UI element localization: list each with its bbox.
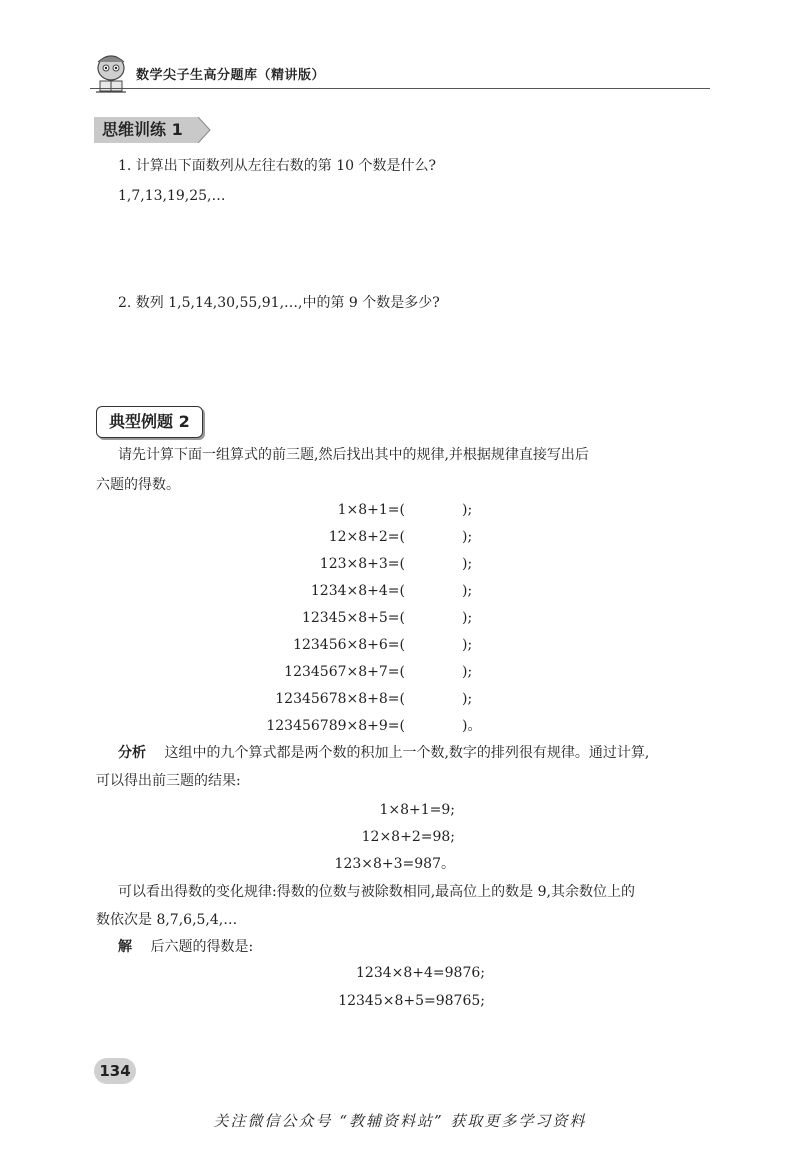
equation-lhs: 12345×8+5=( (301, 610, 405, 626)
equation-lhs: 12×8+2=( (328, 529, 405, 545)
equation-row (0, 716, 800, 736)
equation-row (0, 500, 800, 520)
equation-rhs: ); (462, 664, 473, 680)
solution-text: 后六题的得数是: (150, 939, 254, 955)
analysis-line-1 (118, 743, 649, 763)
solution-label: 解 (118, 939, 132, 955)
analysis-line-3: 可以看出得数的变化规律:得数的位数与被除数相同,最高位上的数是 9,其余数位上的 (118, 884, 635, 900)
equation-rhs: ); (462, 691, 473, 707)
training-question-1-sequence: 1,7,13,19,25,… (118, 188, 226, 204)
analysis-label: 分析 (118, 745, 146, 761)
analysis-text: 这组中的九个算式都是两个数的积加上一个数,数字的排列很有规律。通过计算, (164, 745, 650, 761)
equation-row (0, 554, 800, 574)
equation-rhs: ); (462, 637, 473, 653)
equation-lhs: 123456789×8+9=( (266, 718, 405, 734)
solution-result (0, 963, 800, 983)
solution-line (118, 937, 253, 957)
training-question-2: 2. 数列 1,5,14,30,55,91,…,中的第 9 个数是多少? (118, 295, 440, 311)
analysis-result (0, 854, 800, 874)
analysis-result (0, 827, 800, 847)
training-question-1: 1. 计算出下面数列从左往右数的第 10 个数是什么? (118, 158, 437, 174)
equation-rhs: ); (462, 502, 473, 518)
example-prompt-line-2: 六题的得数。 (96, 477, 180, 493)
equation-rhs: ); (462, 556, 473, 572)
analysis-result-text: 123×8+3=987。 (334, 856, 455, 872)
footer-watermark-text: 关注微信公众号 “教辅资料站” 获取更多学习资料 (213, 1112, 587, 1130)
solution-result-text: 12345×8+5=98765; (338, 993, 485, 1009)
tab-arrow-icon (190, 117, 212, 143)
analysis-result-text: 1×8+1=9; (379, 802, 455, 818)
equation-lhs: 123456×8+6=( (293, 637, 405, 653)
book-title: 数学尖子生高分题库（精讲版） (136, 68, 326, 83)
header-divider (90, 88, 710, 89)
equation-rhs: ); (462, 583, 473, 599)
equation-row (0, 689, 800, 709)
equation-row (0, 608, 800, 628)
equation-rhs: ); (462, 529, 473, 545)
analysis-line-4: 数依次是 8,7,6,5,4,… (96, 912, 238, 928)
page-number: 134 (94, 1058, 136, 1084)
analysis-result (0, 800, 800, 820)
training-tab-label: 思维训练 1 (94, 117, 193, 143)
solution-result-text: 1234×8+4=9876; (356, 965, 485, 981)
equation-row (0, 635, 800, 655)
equation-rhs: ); (462, 610, 473, 626)
equation-lhs: 12345678×8+8=( (275, 691, 405, 707)
equation-row (0, 662, 800, 682)
example-prompt-line-1: 请先计算下面一组算式的前三题,然后找出其中的规律,并根据规律直接写出后 (118, 447, 589, 463)
analysis-line-2: 可以得出前三题的结果: (96, 773, 241, 789)
equation-lhs: 1×8+1=( (337, 502, 405, 518)
mascot-logo-icon (92, 52, 130, 98)
solution-result (0, 991, 800, 1011)
example-section-tab: 典型例题 2 (96, 406, 203, 438)
equation-lhs: 1234×8+4=( (310, 583, 405, 599)
analysis-result-text: 12×8+2=98; (361, 829, 455, 845)
equation-row (0, 527, 800, 547)
equation-row (0, 581, 800, 601)
equation-rhs: )。 (462, 718, 482, 734)
equation-lhs: 1234567×8+7=( (284, 664, 405, 680)
equation-lhs: 123×8+3=( (319, 556, 405, 572)
